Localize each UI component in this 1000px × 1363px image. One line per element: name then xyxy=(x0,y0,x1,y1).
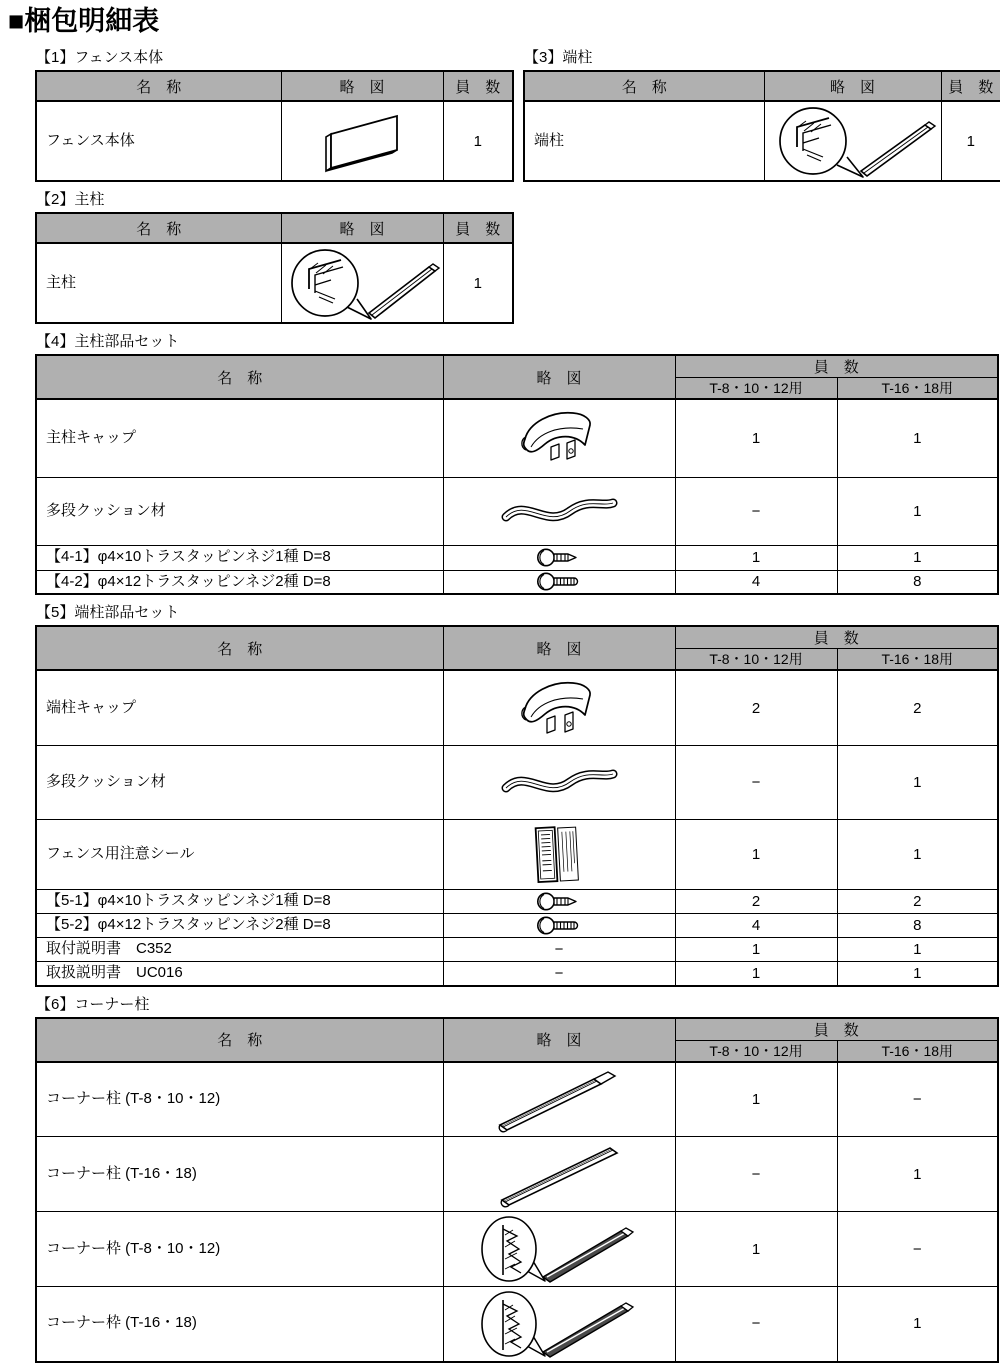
sketch-cell xyxy=(443,937,675,961)
table-row xyxy=(36,1137,998,1212)
section-label-6: 【6】コーナー柱 xyxy=(36,995,150,1013)
part-name: コーナー柱 (T-8・10・12) xyxy=(36,1062,443,1137)
table-row xyxy=(524,101,1000,181)
part-qty: 1 xyxy=(443,243,513,323)
part-qty: 1 xyxy=(675,1062,837,1137)
corner-post-tipped-icon xyxy=(484,1065,634,1133)
col-header-name: 名 称 xyxy=(36,71,281,101)
col-header-qty: 員 数 xyxy=(443,213,513,243)
col-header-qty-t16: T-16・18用 xyxy=(837,649,998,671)
sketch-cell xyxy=(443,399,675,477)
table-row xyxy=(36,243,513,323)
screw-type2-icon xyxy=(536,571,582,592)
screw-type2-icon xyxy=(536,915,582,936)
part-qty: 1 xyxy=(941,101,1000,181)
section-label-5: 【5】端柱部品セット xyxy=(36,604,180,622)
sketch-cell xyxy=(443,1137,675,1212)
col-header-qty: 員 数 xyxy=(443,71,513,101)
table-row xyxy=(36,819,998,889)
table-row xyxy=(36,889,998,913)
table-row xyxy=(36,1062,998,1137)
table-row xyxy=(36,961,998,985)
part-name: 【5-1】φ4×10トラスタッピンネジ1種 D=8 xyxy=(36,889,443,913)
part-qty: 1 xyxy=(837,745,998,819)
part-qty: 1 xyxy=(837,961,998,985)
part-qty: 1 xyxy=(675,1212,837,1287)
part-name: 【4-2】φ4×12トラスタッピンネジ2種 D=8 xyxy=(36,570,443,594)
part-name: フェンス本体 xyxy=(36,101,281,181)
part-qty: 4 xyxy=(675,570,837,594)
post-cap-icon xyxy=(511,403,607,473)
page-title: ■梱包明細表 xyxy=(8,6,160,36)
table-row xyxy=(36,477,998,545)
sketch-dash: − xyxy=(554,964,564,982)
sketch-cell xyxy=(281,243,443,323)
table-row xyxy=(36,1212,998,1287)
cushion-strip-icon xyxy=(498,491,620,531)
part-name: 【5-2】φ4×12トラスタッピンネジ2種 D=8 xyxy=(36,913,443,937)
table-row xyxy=(36,670,998,745)
sketch-cell xyxy=(443,1062,675,1137)
table-row xyxy=(36,399,998,477)
part-name: 取付説明書 C352 xyxy=(36,937,443,961)
col-header-qty-t8: T-8・10・12用 xyxy=(675,1040,837,1062)
part-qty: − xyxy=(837,1212,998,1287)
part-qty: 1 xyxy=(837,819,998,889)
col-header-qty: 員 数 xyxy=(941,71,1000,101)
part-qty: − xyxy=(675,1137,837,1212)
packing-table-3 xyxy=(523,70,1000,182)
sketch-cell xyxy=(443,477,675,545)
col-header-qty-t16: T-16・18用 xyxy=(837,1040,998,1062)
part-name: 端柱キャップ xyxy=(36,670,443,745)
part-qty: 2 xyxy=(675,670,837,745)
col-header-qty-t8: T-8・10・12用 xyxy=(675,649,837,671)
part-name: 多段クッション材 xyxy=(36,745,443,819)
part-name: 取扱説明書 UC016 xyxy=(36,961,443,985)
part-name: 【4-1】φ4×10トラスタッピンネジ1種 D=8 xyxy=(36,545,443,570)
sketch-cell xyxy=(443,545,675,570)
part-qty: 1 xyxy=(837,477,998,545)
part-qty: 1 xyxy=(443,101,513,181)
col-header-sketch: 略 図 xyxy=(764,71,941,101)
table-row xyxy=(36,937,998,961)
col-header-sketch: 略 図 xyxy=(443,1018,675,1062)
part-qty: − xyxy=(675,477,837,545)
cushion-strip-icon xyxy=(498,762,620,802)
section-label-2: 【2】主柱 xyxy=(36,191,105,209)
sketch-cell xyxy=(443,570,675,594)
part-qty: 1 xyxy=(675,937,837,961)
part-name: コーナー柱 (T-16・18) xyxy=(36,1137,443,1212)
sketch-cell xyxy=(443,889,675,913)
packing-table-6 xyxy=(35,1017,999,1363)
part-name: フェンス用注意シール xyxy=(36,819,443,889)
col-header-sketch: 略 図 xyxy=(443,626,675,670)
caution-sticker-icon xyxy=(523,823,595,885)
sketch-cell xyxy=(281,101,443,181)
part-qty: 1 xyxy=(837,937,998,961)
part-name: コーナー枠 (T-16・18) xyxy=(36,1287,443,1362)
section-label-3: 【3】端柱 xyxy=(524,49,593,67)
part-qty: 1 xyxy=(675,545,837,570)
col-header-name: 名 称 xyxy=(36,213,281,243)
part-qty: 2 xyxy=(837,670,998,745)
part-qty: 2 xyxy=(837,889,998,913)
post-callout-icon xyxy=(769,103,937,179)
packing-table-5 xyxy=(35,625,999,986)
packing-table-2 xyxy=(35,212,514,324)
post-callout-icon xyxy=(283,245,441,321)
part-name: 端柱 xyxy=(524,101,764,181)
col-header-qty-t8: T-8・10・12用 xyxy=(675,378,837,400)
part-name: コーナー枠 (T-8・10・12) xyxy=(36,1212,443,1287)
part-qty: 2 xyxy=(675,889,837,913)
fence-panel-icon xyxy=(306,105,418,177)
part-qty: 1 xyxy=(675,819,837,889)
table-row xyxy=(36,913,998,937)
col-header-sketch: 略 図 xyxy=(281,213,443,243)
sketch-cell xyxy=(443,961,675,985)
sketch-dash: − xyxy=(554,940,564,958)
sketch-cell xyxy=(443,819,675,889)
part-qty: 1 xyxy=(675,399,837,477)
sketch-cell xyxy=(443,913,675,937)
table-row xyxy=(36,570,998,594)
screw-type1-icon xyxy=(536,891,582,912)
sketch-cell xyxy=(443,745,675,819)
section-label-4: 【4】主柱部品セット xyxy=(36,333,180,351)
sketch-cell xyxy=(443,670,675,745)
corner-frame-callout-icon xyxy=(475,1288,643,1360)
col-header-name: 名 称 xyxy=(36,626,443,670)
col-header-name: 名 称 xyxy=(36,355,443,399)
screw-type1-icon xyxy=(536,547,582,568)
part-qty: 4 xyxy=(675,913,837,937)
part-qty: 1 xyxy=(837,399,998,477)
table-row xyxy=(36,101,513,181)
part-qty: 8 xyxy=(837,570,998,594)
part-qty: 8 xyxy=(837,913,998,937)
col-header-sketch: 略 図 xyxy=(443,355,675,399)
sketch-cell xyxy=(443,1287,675,1362)
part-qty: 1 xyxy=(675,961,837,985)
part-name: 主柱 xyxy=(36,243,281,323)
col-header-name: 名 称 xyxy=(36,1018,443,1062)
col-header-qty: 員 数 xyxy=(675,1018,998,1041)
col-header-qty: 員 数 xyxy=(675,355,998,378)
part-qty: − xyxy=(837,1062,998,1137)
post-cap-icon xyxy=(511,673,607,743)
packing-table-1 xyxy=(35,70,514,182)
corner-frame-callout-icon xyxy=(475,1213,643,1285)
col-header-name: 名 称 xyxy=(524,71,764,101)
col-header-qty-t16: T-16・18用 xyxy=(837,378,998,400)
part-qty: 1 xyxy=(837,545,998,570)
corner-post-icon xyxy=(484,1140,634,1208)
table-row xyxy=(36,545,998,570)
col-header-qty: 員 数 xyxy=(675,626,998,649)
part-qty: 1 xyxy=(837,1287,998,1362)
table-row xyxy=(36,745,998,819)
sketch-cell xyxy=(764,101,941,181)
col-header-sketch: 略 図 xyxy=(281,71,443,101)
part-qty: − xyxy=(675,745,837,819)
part-qty: 1 xyxy=(837,1137,998,1212)
section-label-1: 【1】フェンス本体 xyxy=(36,49,164,67)
part-name: 多段クッション材 xyxy=(36,477,443,545)
part-name: 主柱キャップ xyxy=(36,399,443,477)
packing-table-4 xyxy=(35,354,999,595)
table-row xyxy=(36,1287,998,1362)
sketch-cell xyxy=(443,1212,675,1287)
part-qty: − xyxy=(675,1287,837,1362)
